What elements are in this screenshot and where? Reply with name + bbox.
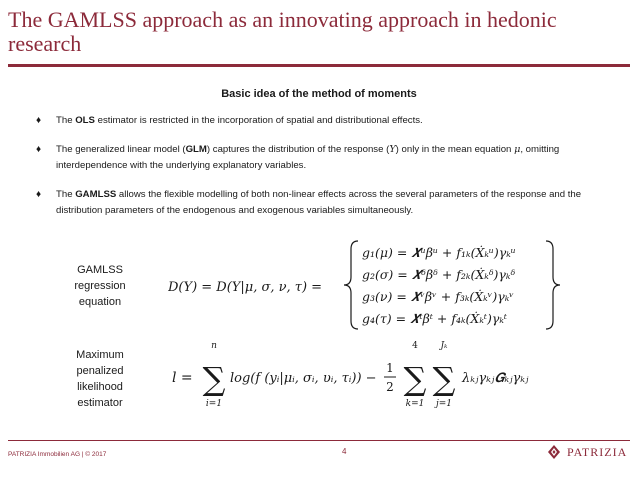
gamlss-row-4: g₄(τ) = 𝑿ᵗβᵗ + f₄ₖ(Ẋₖᵗ)γₖᵗ [362,311,507,326]
term-gamlss: GAMLSS [75,189,117,200]
sum2-upper: 4 [412,341,418,351]
diamond-bullet-icon: ♦ [36,189,42,200]
mple-lhs: l = [172,370,193,386]
logo-wordmark: PATRIZIA [567,444,628,459]
footer-divider [8,440,630,441]
sum3-lower: j=1 [435,399,453,409]
fraction-denominator: 2 [386,380,394,394]
left-brace [344,241,358,329]
gamlss-row-2: g₂(σ) = 𝑿ᵟβᵟ + f₂ₖ(Ẋₖᵟ)γₖᵟ [362,267,516,282]
gamlss-row-3: g₃(ν) = 𝑿ᵛβᵛ + f₃ₖ(Ẋₖᵛ)γₖᵛ [362,289,514,304]
right-brace [546,241,560,329]
sum1-upper: n [211,341,217,351]
gamlss-equation [168,237,568,333]
term-ols: OLS [75,115,95,126]
sum2-lower: k=1 [405,399,425,409]
gamlss-equation-label: GAMLSS regression equation [74,264,126,308]
title-divider [8,64,630,67]
bullet-item-gamlss: ♦ The GAMLSS allows the flexible modelling of both non-linear effects across the several parameters of the response and the distribution parameters of the endogenous and exogenous variables simultaneously. [36,189,582,216]
sum3-upper: Jₖ [440,341,448,351]
diamond-bullet-icon: ♦ [36,115,42,126]
term-glm: GLM [185,144,207,155]
sum2-sign: ∑ [403,360,427,398]
bullet-item-glm: ♦ The generalized linear model (GLM) captures the distribution of the response (Y) only in the mean equation μ, omitting interdependence with the underlying explanatory variables. [36,144,560,171]
slide-title: The GAMLSS approach as an innovating approach in hedonic research [8,7,557,56]
mple-equation [172,334,562,414]
bullet-list [36,113,626,232]
mple-label: Maximum penalized likelihood estimator [76,349,124,409]
slide-subtitle: Basic idea of the method of moments [221,88,417,100]
fraction-numerator: 1 [386,361,394,375]
gamlss-lhs: D(Y) = D(Y|μ, σ, ν, τ) = [168,280,323,295]
mple-term2: λₖⱼγₖⱼ𝑮ₖⱼγₖⱼ [462,371,529,386]
company-logo [546,444,627,460]
sum3-sign: ∑ [432,360,456,398]
patrizia-logo-icon [546,444,562,460]
sum1-lower: i=1 [205,399,223,409]
bullet-item-ols: ♦ The OLS estimator is restricted in the incorporation of spatial and distributional effects. [36,113,626,129]
mple-term1: log(f (yᵢ|μᵢ, σᵢ, υᵢ, τᵢ)) − [230,371,377,386]
footer-copyright: PATRIZIA Immobilien AG | © 2017 [8,451,107,458]
sum1-sign: ∑ [202,360,226,398]
gamlss-row-1: g₁(μ) = 𝑿ᵘβᵘ + f₁ₖ(Ẋₖᵘ)γₖᵘ [362,245,516,260]
diamond-bullet-icon: ♦ [36,144,42,155]
page-number: 4 [342,447,347,456]
